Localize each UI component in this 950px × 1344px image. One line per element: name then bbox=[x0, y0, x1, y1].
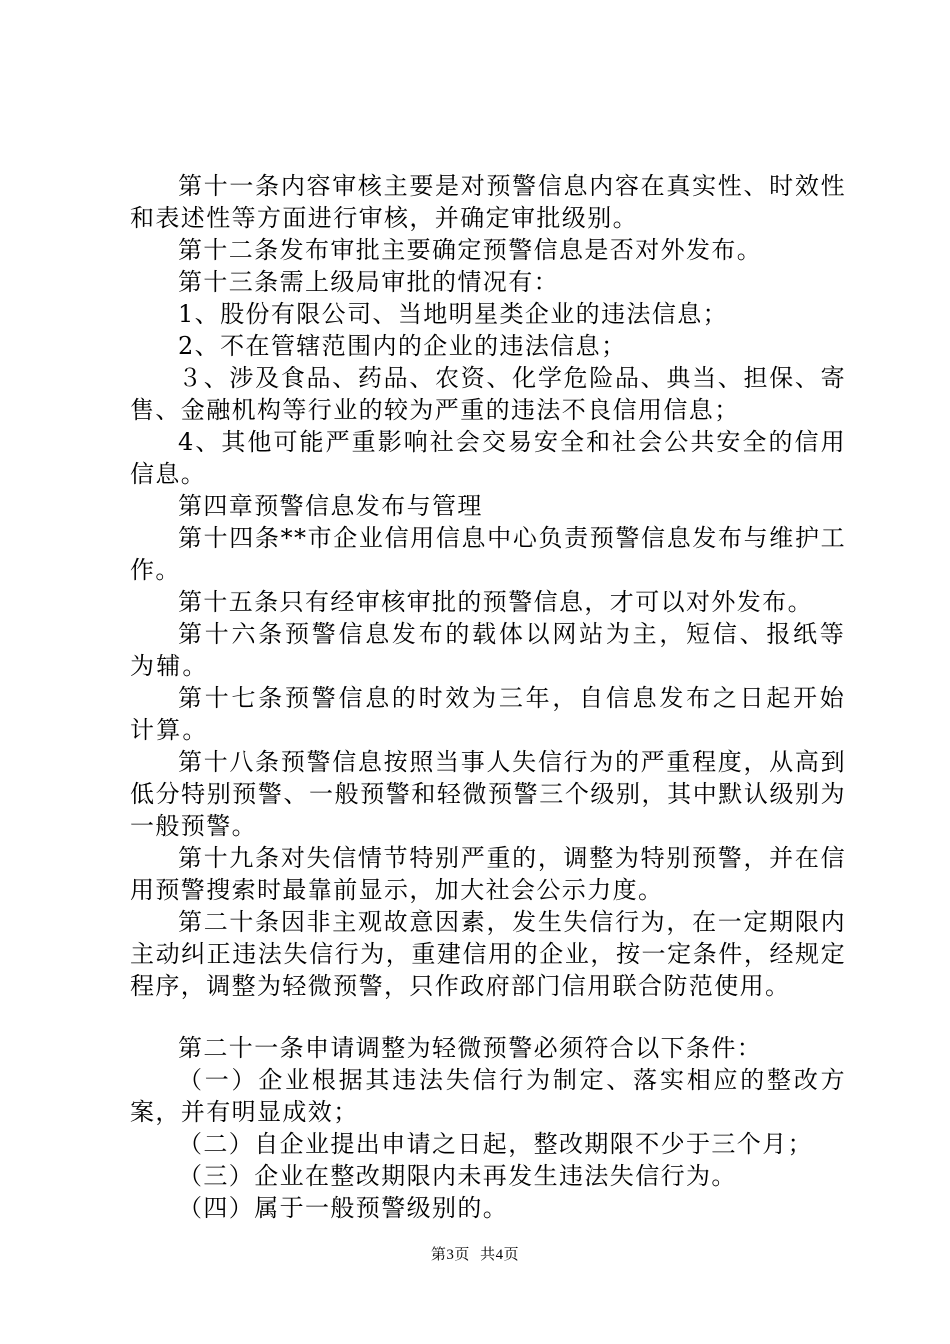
paragraph-article-16: 第十六条预警信息发布的载体以网站为主，短信、报纸等为辅。 bbox=[130, 620, 846, 680]
document-body bbox=[130, 170, 846, 1224]
condition-item-3: （三）企业在整改期限内未再发生违法失信行为。 bbox=[178, 1162, 737, 1190]
paragraph-article-20: 第二十条因非主观故意因素，发生失信行为，在一定期限内主动纠正违法失信行为，重建信用的企业，按一定条件，经规定程序，调整为轻微预警，只作政府部门信用联合防范使用。 bbox=[130, 908, 846, 1000]
paragraph-article-11: 第十一条内容审核主要是对预警信息内容在真实性、时效性和表述性等方面进行审核，并确定审批级别。 bbox=[130, 172, 846, 232]
list-item-2: 2、不在管辖范围内的企业的违法信息； bbox=[178, 332, 627, 360]
paragraph-article-19: 第十九条对失信情节特别严重的，调整为特别预警，并在信用预警搜索时最靠前显示，加大社会公示力度。 bbox=[130, 844, 846, 904]
condition-item-4: （四）属于一般预警级别的。 bbox=[178, 1194, 509, 1222]
paragraph-article-17: 第十七条预警信息的时效为三年，自信息发布之日起开始计算。 bbox=[130, 684, 846, 744]
page-total: 共4页 bbox=[480, 1247, 520, 1263]
list-item-3: ３、涉及食品、药品、农资、化学危险品、典当、担保、寄售、金融机构等行业的较为严重的违法不良信用信息； bbox=[130, 364, 846, 424]
paragraph-article-15: 第十五条只有经审核审批的预警信息，才可以对外发布。 bbox=[178, 588, 813, 616]
list-item-1: 1、股份有限公司、当地明星类企业的违法信息； bbox=[178, 300, 729, 328]
chapter-4-heading: 第四章预警信息发布与管理 bbox=[178, 492, 483, 520]
condition-item-1: （一）企业根据其违法失信行为制定、落实相应的整改方案，并有明显成效； bbox=[130, 1066, 846, 1126]
list-item-4: 4、其他可能严重影响社会交易安全和社会公共安全的信用信息。 bbox=[130, 428, 846, 488]
condition-item-2: （二）自企业提出申请之日起，整改期限不少于三个月； bbox=[178, 1130, 813, 1158]
page-footer bbox=[0, 1243, 950, 1264]
paragraph-article-21: 第二十一条申请调整为轻微预警必须符合以下条件： bbox=[178, 1034, 763, 1062]
paragraph-article-14: 第十四条**市企业信用信息中心负责预警信息发布与维护工作。 bbox=[130, 524, 846, 584]
paragraph-article-12: 第十二条发布审批主要确定预警信息是否对外发布。 bbox=[178, 236, 763, 264]
paragraph-article-13: 第十三条需上级局审批的情况有： bbox=[178, 268, 559, 296]
paragraph-article-18: 第十八条预警信息按照当事人失信行为的严重程度，从高到低分特别预警、一般预警和轻微预警三个级别，其中默认级别为一般预警。 bbox=[130, 748, 846, 840]
page-number: 第3页 bbox=[430, 1247, 470, 1263]
